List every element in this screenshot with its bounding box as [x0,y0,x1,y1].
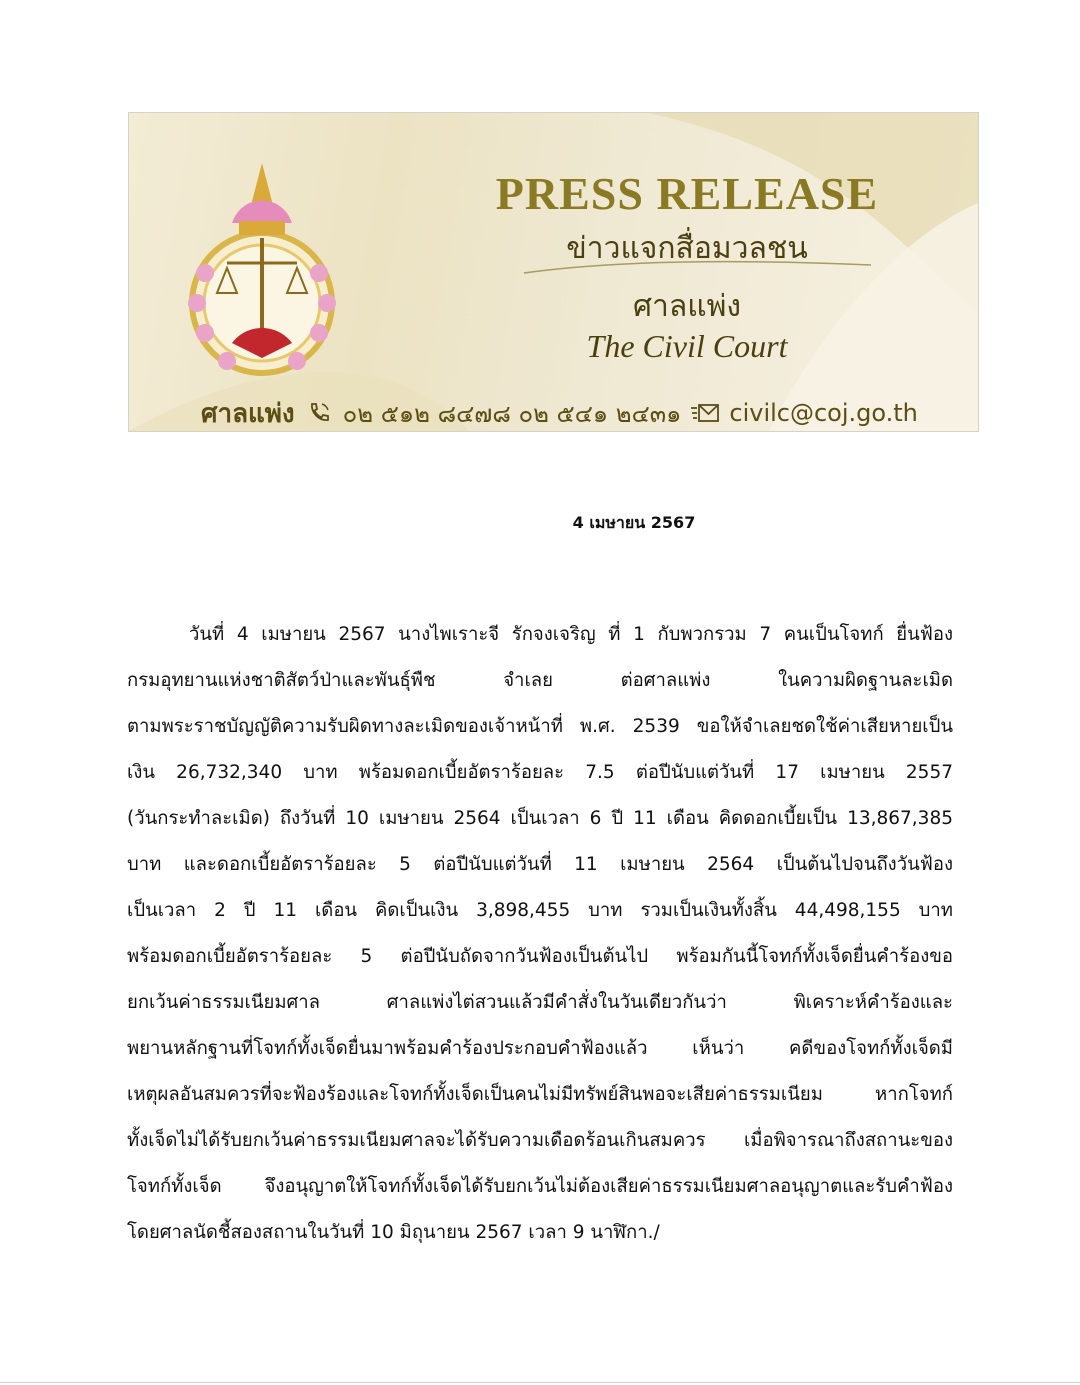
body-line: โจทก์ทั้งเจ็ด จึงอนุญาตให้โจทก์ทั้งเจ็ดได้รับยกเว้นไม่ต้องเสียค่าธรรมเนียมศาลอนุญาตและรับคำฟ้อง [127,1176,953,1197]
body-line: เหตุผลอันสมควรที่จะฟ้องร้องและโจทก์ทั้งเจ็ดเป็นคนไม่มีทรัพย์สินพอจะเสียค่าธรรมเนียม หากโจทก์ [127,1084,953,1105]
press-release-banner [128,112,979,432]
press-release-title: PRESS RELEASE [495,168,879,219]
phone-icon [305,399,333,427]
body-line: กรมอุทยานแห่งชาติสัตว์ป่าและพันธุ์พืช จำเลย ต่อศาลแพ่ง ในความผิดฐานละเมิด [127,670,953,691]
body-line: ทั้งเจ็ดไม่ได้รับยกเว้นค่าธรรมเนียมศาลจะได้รับความเดือดร้อนเกินสมควร เมื่อพิจารณาถึงสถานะของ [127,1130,953,1151]
contact-email[interactable]: civilc@coj.go.th [729,399,918,427]
email-icon [691,399,719,427]
body-line: บาท และดอกเบี้ยอัตราร้อยละ 5 ต่อปีนับแต่วันที่ 11 เมษายน 2564 เป็นต้นไปจนถึงวันฟ้อง [127,854,953,875]
contact-row [201,396,971,430]
court-name-english: The Civil Court [586,328,788,364]
body-line: เงิน 26,732,340 บาท พร้อมดอกเบี้ยอัตราร้อยละ 7.5 ต่อปีนับแต่วันที่ 17 เมษายน 2557 [127,762,953,783]
body-line: เป็นเวลา 2 ปี 11 เดือน คิดเป็นเงิน 3,898,455 บาท รวมเป็นเงินทั้งสิ้น 44,498,155 บาท [127,900,953,921]
body-line: โดยศาลนัดชี้สองสถานในวันที่ 10 มิถุนายน 2567 เวลา 9 นาฬิกา./ [127,1222,660,1243]
body-line: (วันกระทำละเมิด) ถึงวันที่ 10 เมษายน 2564 เป็นเวลา 6 ปี 11 เดือน คิดดอกเบี้ยเป็น 13,867,385 [127,808,953,829]
release-date: 4 เมษายน 2567 [572,513,696,532]
press-release-thai-subtitle: ข่าวแจกสื่อมวลชน [566,231,808,266]
contact-phones: ๐๒ ๕๑๒ ๘๔๗๘ ๐๒ ๕๔๑ ๒๔๓๑ [342,399,682,428]
body-line: พร้อมดอกเบี้ยอัตราร้อยละ 5 ต่อปีนับถัดจากวันฟ้องเป็นต้นไป พร้อมกันนี้โจทก์ทั้งเจ็ดยื่นคำร้องขอ [127,946,953,967]
court-emblem-icon [187,153,337,383]
body-line: ยกเว้นค่าธรรมเนียมศาล ศาลแพ่งไต่สวนแล้วมีคำสั่งในวันเดียวกันว่า พิเคราะห์คำร้องและ [127,992,953,1013]
body-line: วันที่ 4 เมษายน 2567 นางไพเราะจี รักจงเจริญ ที่ 1 กับพวกรวม 7 คนเป็นโจทก์ ยื่นฟ้อง [189,624,953,645]
body-line: พยานหลักฐานที่โจทก์ทั้งเจ็ดยื่นมาพร้อมคำร้องประกอบคำฟ้องแล้ว เห็นว่า คดีของโจทก์ทั้งเจ็ดมี [127,1038,953,1059]
contact-court-label: ศาลแพ่ง [201,398,295,429]
court-name-thai: ศาลแพ่ง [632,289,742,324]
body-line: ตามพระราชบัญญัติความรับผิดทางละเมิดของเจ้าหน้าที่ พ.ศ. 2539 ขอให้จำเลยชดใช้ค่าเสียหายเป็น [127,716,953,737]
press-release-body [127,612,953,1256]
page-bottom-rule [0,1382,1080,1383]
